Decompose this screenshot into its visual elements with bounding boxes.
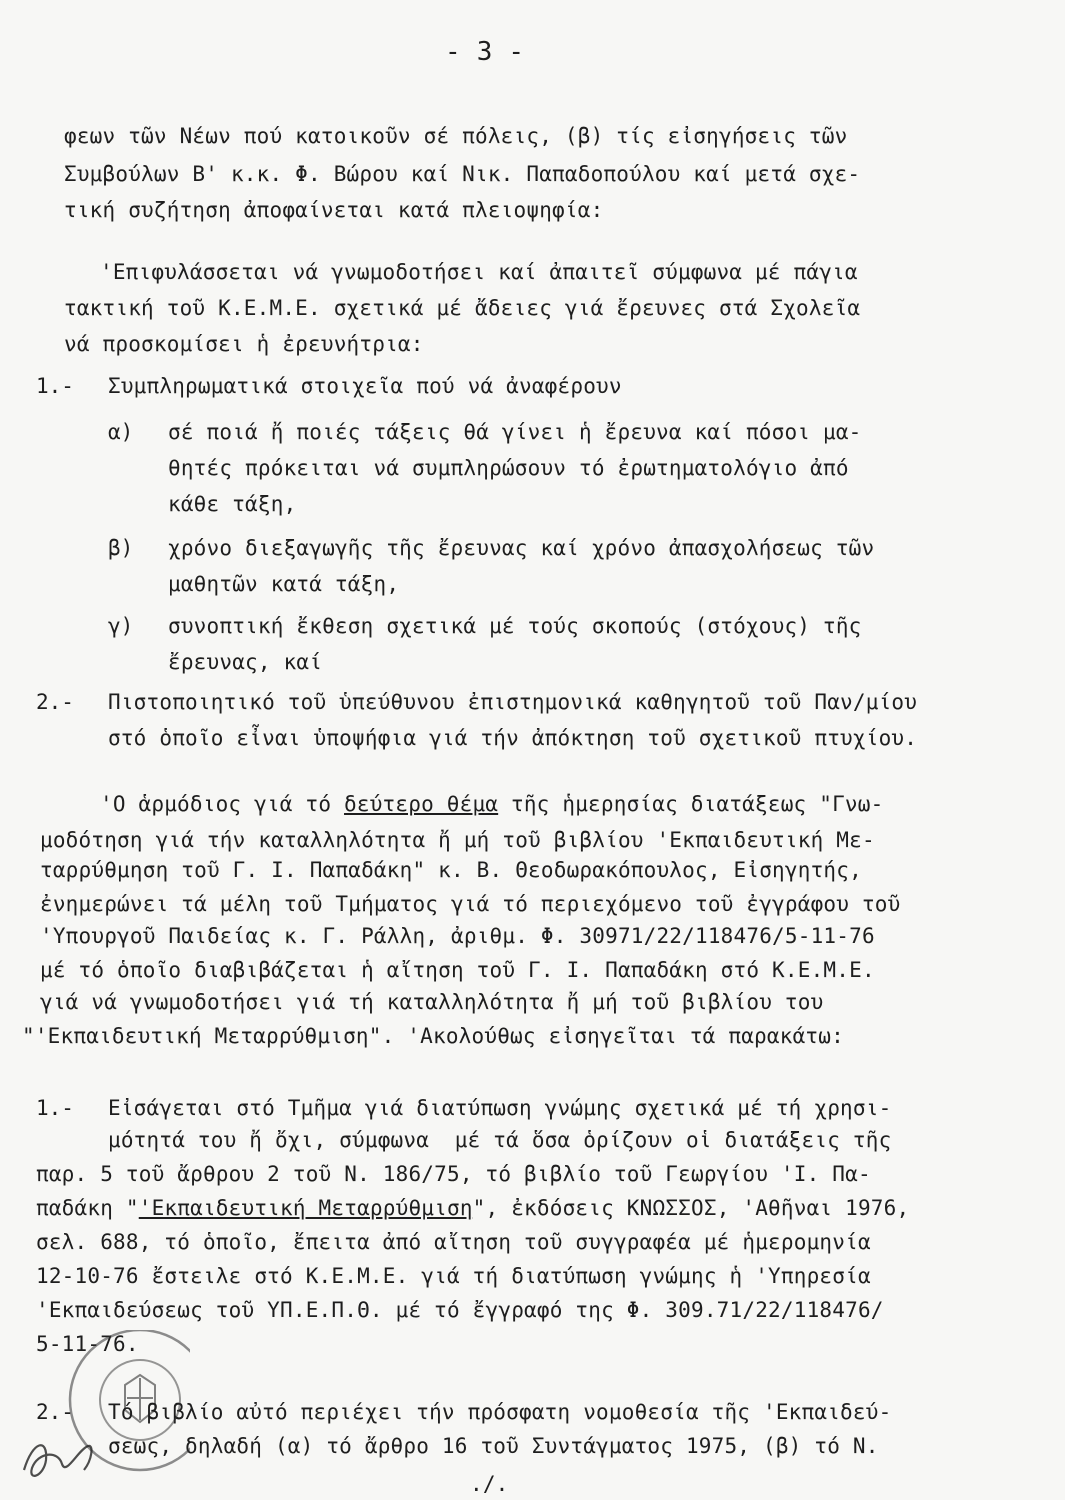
req2-line-1: Πιστοποιητικό τοῦ ὑπεύθυνου ἐπιστημονικά καθηγητοῦ τοῦ Παν/μίου — [108, 690, 918, 714]
second-topic-suffix: τῆς ἡμερησίας διατάξεως "Γνω- — [498, 792, 884, 816]
item1-line-5: σελ. 688, τό ὁποῖο, ἔπειτα ἀπό αἴτηση τοῦ συγγραφέα μέ ἡμερομηνία — [36, 1230, 871, 1254]
req1-text: Συμπληρωματικά στοιχεῖα πού νά ἀναφέρουν — [108, 374, 622, 398]
req2-line-2: στό ὁποῖο εἶναι ὑποψήφια γιά τήν ἀπόκτηση τοῦ σχετικοῦ πτυχίου. — [108, 726, 918, 750]
req1-b-line-1: χρόνο διεξαγωγῆς τῆς ἔρευνας καί χρόνο ἀπασχολήσεως τῶν — [168, 536, 875, 560]
req1-b-line-2: μαθητῶν κατά τάξη, — [168, 572, 400, 596]
item1-book-prefix: παδάκη " — [36, 1196, 139, 1220]
item1-line-8: 5-11-76. — [36, 1332, 139, 1356]
second-topic-line-7: γιά νά γνωμοδοτήσει γιά τή καταλληλότητα ἤ μή τοῦ βιβλίου του — [40, 990, 824, 1014]
second-topic-prefix: 'Ο ἁρμόδιος γιά τό — [100, 792, 345, 816]
req1-c-label: γ) — [108, 614, 134, 638]
decision-line-3: νά προσκομίσει ἡ ἐρευνήτρια: — [64, 332, 424, 356]
second-topic-line-3: ταρρύθμηση τοῦ Γ. Ι. Παπαδάκη" κ. Β. Θεοδωρακόπουλος, Εἰσηγητής, — [40, 858, 862, 882]
second-topic-line-8: "'Εκπαιδευτική Μεταρρύθμιση". 'Ακολούθως εἰσηγεῖται τά παρακάτω: — [22, 1024, 844, 1048]
req1-a-line-2: θητές πρόκειται νά συμπληρώσουν τό ἐρωτηματολόγιο ἀπό — [168, 456, 849, 480]
continuation-mark: ./. — [470, 1472, 509, 1496]
item2-line-1: Τό βιβλίο αὐτό περιέχει τήν πρόσφατη νομοθεσία τῆς 'Εκπαιδεύ- — [108, 1400, 892, 1424]
item1-book-title: 'Εκπαιδευτική Μεταρρύθμιση — [138, 1196, 473, 1220]
item1-number: 1.- — [36, 1096, 74, 1120]
item1-line-1: Εἰσάγεται στό Τμῆμα γιά διατύπωση γνώμης σχετικά μέ τή χρησι- — [108, 1096, 892, 1120]
item1-line-3: παρ. 5 τοῦ ἄρθρου 2 τοῦ Ν. 186/75, τό βιβλίο τοῦ Γεωργίου 'Ι. Πα- — [36, 1162, 871, 1186]
req1-c-line-1: συνοπτική ἔκθεση σχετικά μέ τούς σκοπούς (στόχους) τῆς — [168, 614, 862, 638]
item2-number: 2.- — [36, 1400, 74, 1424]
req2-number: 2.- — [36, 690, 74, 714]
req1-number: 1.- — [36, 374, 74, 398]
second-topic-line-4: ἐνημερώνει τά μέλη τοῦ Τμήματος γιά τό περιεχόμενο τοῦ ἐγγράφου τοῦ — [40, 892, 901, 916]
req1-c-line-2: ἔρευνας, καί — [168, 650, 323, 674]
intro-line-2: Συμβούλων Β' κ.κ. Φ. Βώρου καί Νικ. Παπαδοπούλου καί μετά σχε- — [64, 162, 861, 186]
second-topic-line-6: μέ τό ὁποῖο διαβιβάζεται ἡ αἴτηση τοῦ Γ. Ι. Παπαδάκη στό Κ.Ε.Μ.Ε. — [40, 958, 875, 982]
second-topic-line-1 — [100, 790, 883, 818]
intro-line-3: τική συζήτηση ἀποφαίνεται κατά πλειοψηφία: — [64, 198, 604, 222]
req1-a-line-3: κάθε τάξη, — [168, 492, 297, 516]
signature — [18, 1430, 108, 1490]
item1-line-2: μότητά του ἤ ὄχι, σύμφωνα μέ τά ὅσα ὁρίζουν οἱ διατάξεις τῆς — [108, 1128, 892, 1152]
intro-line-1: φεων τῶν Νέων πού κατοικοῦν σέ πόλεις, (β) τίς εἰσηγήσεις τῶν — [64, 124, 848, 148]
req1-a-label: α) — [108, 420, 134, 444]
item1-book-suffix: ", ἐκδόσεις ΚΝΩΣΣΟΣ, 'Αθῆναι 1976, — [472, 1196, 910, 1220]
page-number: - 3 - — [445, 37, 525, 67]
item1-line-7: 'Εκπαιδεύσεως τοῦ ΥΠ.Ε.Π.Θ. μέ τό ἔγγραφό της Φ. 309.71/22/118476/ — [36, 1298, 884, 1322]
decision-line-1: 'Επιφυλάσσεται νά γνωμοδοτήσει καί ἀπαιτεῖ σύμφωνα μέ πάγια — [100, 260, 858, 284]
second-topic-line-2: μοδότηση γιά τήν καταλληλότητα ἤ μή τοῦ βιβλίου 'Εκπαιδευτική Με- — [40, 828, 875, 852]
req1-a-line-1: σέ ποιά ἤ ποιές τάξεις θά γίνει ἡ ἔρευνα καί πόσοι μα- — [168, 420, 862, 444]
item2-line-2: σεως, δηλαδή (α) τό ἄρθρο 16 τοῦ Συντάγματος 1975, (β) τό Ν. — [108, 1434, 879, 1458]
decision-line-2: τακτική τοῦ Κ.Ε.Μ.Ε. σχετικά μέ ἄδειες γιά ἔρευνες στά Σχολεῖα — [64, 296, 861, 320]
second-topic-line-5: 'Υπουργοῦ Παιδείας κ. Γ. Ράλλη, ἀριθμ. Φ. 30971/22/118476/5-11-76 — [40, 924, 875, 948]
item1-line-4 — [36, 1194, 909, 1222]
item1-line-6: 12-10-76 ἔστειλε στό Κ.Ε.Μ.Ε. γιά τή διατύπωση γνώμης ἡ 'Υπηρεσία — [36, 1264, 871, 1288]
second-topic-underlined: δεύτερο θέμα — [344, 792, 499, 816]
req1-b-label: β) — [108, 536, 134, 560]
